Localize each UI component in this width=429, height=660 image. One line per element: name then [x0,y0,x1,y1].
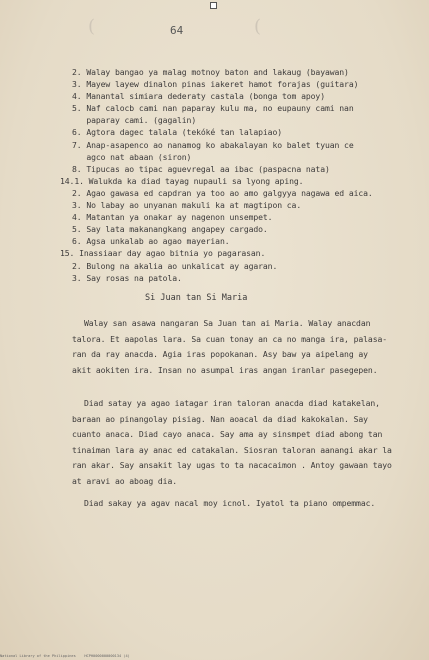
list-line: 6. Agsa unkalab ao agao mayerian. [72,236,230,247]
numbered-list [60,66,412,284]
story-line: Diad satay ya agao iatagar iran taloran anacda diad katakelan, [84,398,380,408]
list-line: 3. Say rosas na patola. [72,272,182,283]
story-line: ran da ray anacda. Agia iras popokanan. Asy baw ya aipelang ay [72,349,368,360]
list-line: 15. Inassiaar day agao bitnia yo pagarasan. [60,248,266,259]
punch-hole-right-icon: ( [254,16,262,37]
list-line: 3. No labay ao unyanan makuli ka at magtipon ca. [72,200,302,211]
story-line: talora. Et aapolas lara. Sa cuan tonay an ca no manga ira, palasa- [72,333,388,344]
story-line: tinaiman lara ay anac ed catakalan. Siosran taloran aanangi akar la [72,444,392,455]
story-title: Si Juan tan Si Maria [145,293,248,303]
list-line: 2. Walay bangao ya malag motnoy baton and lakaug (bayawan) [72,67,349,77]
list-line: paparay cami. (gagalin) [72,115,197,126]
story-line: Diad sakay ya agav nacal moy icnol. Iyatol ta piano ompemmac. [84,498,376,508]
list-line: 4. Manantal simiara dederaty castala (bonga tom apoy) [72,91,325,102]
story-paragraph [72,316,412,378]
list-line: 2. Agao gawasa ed capdran ya too ao amo galgyya nagawa ed aica. [72,187,373,198]
page-number: 64 [170,24,184,37]
list-line: 2. Bulong na akalia ao unkalicat ay agaran. [72,260,278,271]
list-line: 4. Matantan ya onakar ay nagenon unsempet. [72,212,273,223]
punch-hole-left-icon: ( [88,16,96,37]
story-line: akit aokiten ira. Insan no asumpal iras angan iranlar pasegepen. [72,364,378,375]
story-line: Walay san asawa nangaran Sa Juan tan ai Maria. Walay anacdan [84,318,371,328]
story-paragraph [72,496,412,512]
list-line: 6. Agtora dagec talala (tekóké tan lalapiao) [72,127,283,138]
list-line: agco nat abaan (siron) [72,151,192,162]
story-paragraph [72,396,412,490]
list-line: 7. Anap-asapenco ao nanamog ko abakalayan ko balet tyuan ce [72,139,354,150]
story-line: at aravi ao aboag dia. [72,475,178,486]
list-line: 5. Naf calocb cami nan paparay kulu ma, no eupauny cami nan [72,103,354,114]
list-line: 5. Say lata makanangkang angapey cargado. [72,224,268,235]
page-marker-icon [210,2,217,9]
story-line: cuanto anaca. Diad cayo anaca. Say ama ay sinsmpet diad abong tan [72,429,383,440]
list-line: 3. Mayew layew dinalon pinas iakeret hamot forajas (guitara) [72,79,359,90]
story-line: baraan ao pinangolay pisiag. Nan aoacal da diad kakokalan. Say [72,413,368,424]
story-line: ran akar. Say ansakit lay ugas to ta nacacaimon . Antoy gawaan tayo [72,460,392,471]
archive-footer: National Library of the Philippines HCPH0000000000134 (4) [0,654,130,658]
list-line: 14.1. Walukda ka diad tayag nupauli sa lyong aping. [60,175,304,186]
list-line: 8. Tipucas ao tipac aguevregal aa ibac (paspacna nata) [72,163,330,174]
